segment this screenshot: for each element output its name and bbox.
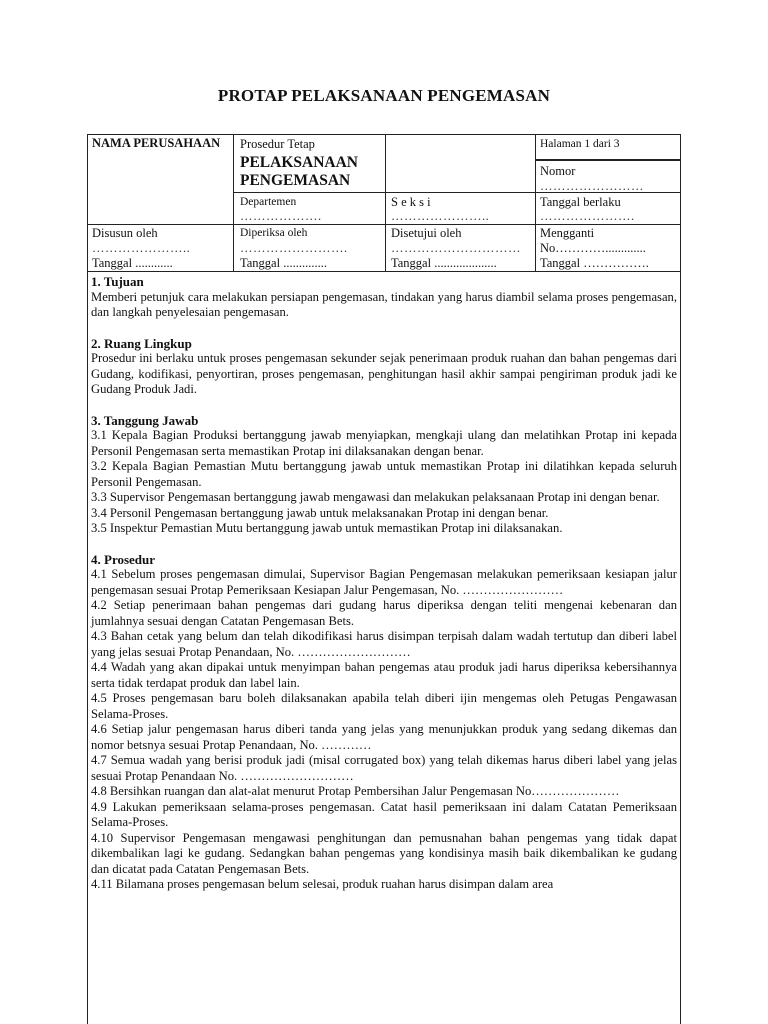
effective-date-label: Tanggal berlaku [540,195,621,209]
list-item: 3.1 Kepala Bagian Produksi bertanggung jawab menyiapkan, mengkaji ulang dan melatihkan Protap ini kepada Personil Pengemasan serta memastikan Protap ini dilaksanakan dengan benar. [91,428,677,458]
approved-by-value: ………………………… [391,241,521,255]
section-heading-purpose: 1. Tujuan [91,274,144,289]
approved-date: Tanggal .................... [391,256,497,270]
section-heading-scope: 2. Ruang Lingkup [91,335,192,351]
checked-by-label: Diperiksa oleh [240,227,308,239]
document-title: PROTAP PELAKSANAAN PENGEMASAN [217,86,551,105]
replaces-number: No…………............. [540,241,646,255]
prepared-by-label: Disusun oleh [92,226,158,240]
list-item: 3.2 Kepala Bagian Pemastian Mutu bertanggung jawab untuk memastikan Protap ini dilatihkan kepada seluruh Personil Pengemasan. [91,459,677,489]
section-heading-procedure: 4. Prosedur [91,551,156,567]
list-item: 4.4 Wadah yang akan dipakai untuk menyimpan bahan pengemas atau produk jadi harus diperiksa kebersihannya serta tidak terdapat produk dan label lain. [91,660,677,690]
replaces-label: Mengganti [540,226,595,240]
list-item: 3.3 Supervisor Pengemasan bertanggung jawab mengawasi dan melakukan pelaksanaan Protap ini dengan benar. [91,490,660,504]
section-label: S e k s i [391,195,431,209]
document-number-value: …………………… [540,179,644,193]
company-name-label: NAMA PERUSAHAAN [92,136,221,150]
list-item: 4.11 Bilamana proses pengemasan belum selesai, produk ruahan harus disimpan dalam area [91,877,554,891]
procedure-name-1: PELAKSANAAN [240,154,358,171]
prepared-by-value: ………………….. [92,241,191,255]
section-text-scope: Prosedur ini berlaku untuk proses pengemasan sekunder sejak penerimaan produk ruahan dan bahan pengemas dari Gudang, kodifikasi, penyortiran, proses pengemasan, penghitungan hasil akhir sampai pengiriman produk jadi ke Gudang Produk Jadi. [91,351,677,396]
list-item: 4.2 Setiap penerimaan bahan pengemas dari gudang harus diperiksa dengan teliti mengenai kebenaran dan jumlahnya sesuai dengan Catatan Pengemasan Bets. [91,598,677,628]
list-item: 4.9 Lakukan pemeriksaan selama-proses pengemasan. Catat hasil pemeriksaan ini dalam Catatan Pemeriksaan Selama-Proses. [91,799,677,829]
list-item: 4.5 Proses pengemasan baru boleh dilaksanakan apabila telah diberi ijin mengemas oleh Petugas Pengawasan Selama-Proses. [91,691,677,721]
document-body [91,274,677,893]
list-item: 4.6 Setiap jalur pengemasan harus diberi tanda yang jelas yang menunjukkan produk yang sedang dikemas dan nomor betsnya sesuai Protap Penandaan, No. ………… [91,722,677,752]
grid-line [535,159,681,161]
procedure-name-2: PENGEMASAN [240,172,351,189]
section-text-purpose: Memberi petunjuk cara melakukan persiapan pengemasan, tindakan yang harus diambil selama proses pengemasan, dan langkah penyelesaian pengemasan. [91,289,677,319]
department-value: ………………. [240,209,322,223]
approved-by-label: Disetujui oleh [391,226,462,240]
list-item: 4.7 Semua wadah yang berisi produk jadi (misal corrugated box) yang telah dikemas harus diberi label yang jelas sesuai Protap Penandaan No. ……………………… [91,753,677,783]
list-item: 4.10 Supervisor Pengemasan mengawasi penghitungan dan pemusnahan bahan pengemas yang tidak dapat dikembalikan lagi ke gudang. Sedangkan bahan pengemas yang kondisinya masih baik dikembalikan ke gudang dan dicatat pada Catatan Pengemasan Bets. [91,830,677,876]
effective-date-value: …………………. [540,209,635,223]
grid-line [87,271,681,272]
grid-line [385,134,386,271]
prepared-date: Tanggal ............ [92,256,173,270]
section-value: ………………….. [391,209,490,223]
grid-line [87,224,681,225]
document-number-label: Nomor [540,164,576,178]
list-item: 3.4 Personil Pengemasan bertanggung jawab untuk melaksanakan Protap ini dengan benar. [91,505,549,520]
replaces-date: Tanggal ……………. [540,256,649,270]
list-item: 4.1 Sebelum proses pengemasan dimulai, Supervisor Bagian Pengemasan melakukan pemeriksaan kesiapan jalur pengemasan sesuai Protap Pemeriksaan Kesiapan Jalur Pengemasan, No. …………………… [91,567,677,597]
procedure-type: Prosedur Tetap [240,137,315,151]
checked-date: Tanggal .............. [240,256,327,270]
section-heading-responsibility: 3. Tanggung Jawab [91,412,199,428]
department-label: Departemen [240,196,297,208]
page-number: Halaman 1 dari 3 [540,138,620,150]
grid-line [233,134,234,271]
list-item: 3.5 Inspektur Pemastian Mutu bertanggung jawab untuk memastikan Protap ini dilaksanakan. [91,521,563,535]
list-item: 4.3 Bahan cetak yang belum dan telah dikodifikasi harus disimpan terpisah dalam wadah tertutup dan diberi label yang jelas sesuai Protap Penandaan, No. ……………………… [91,629,677,659]
checked-by-value: ……………………. [240,241,348,255]
grid-line [535,134,536,271]
list-item: 4.8 Bersihkan ruangan dan alat-alat menurut Protap Pembersihan Jalur Pengemasan No………………… [91,784,620,798]
